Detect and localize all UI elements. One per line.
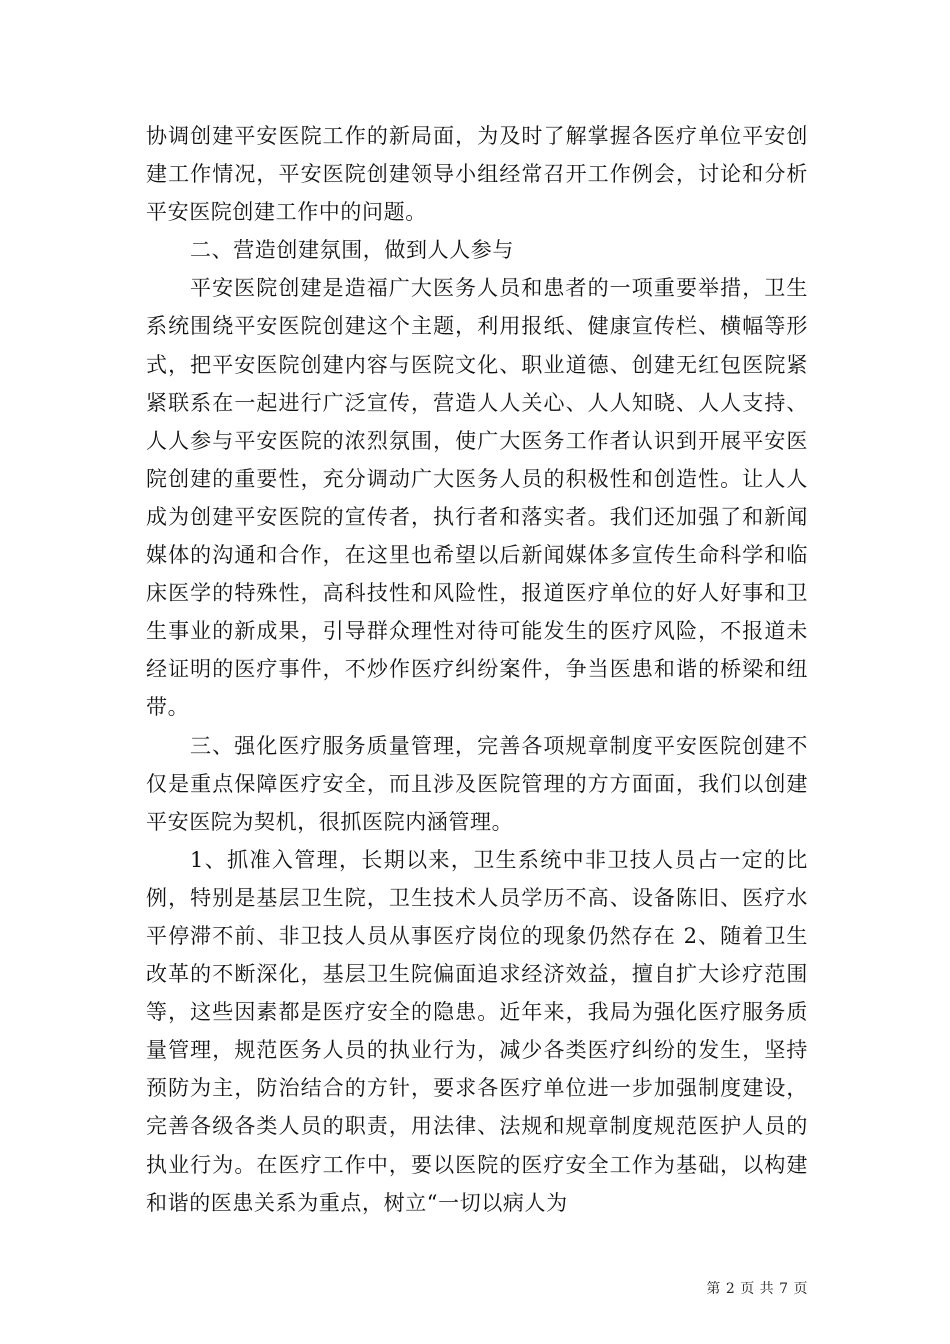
page-number-footer: 第 2 页 共 7 页 <box>706 1281 808 1297</box>
section-heading-three: 三、强化医疗服务质量管理，完善各项规章制度平安医院创建不仅是重点保障医疗安全，而且涉及医院管理的方方面面，我们以创建平安医院为契机，很抓医院内涵管理。 <box>146 733 808 834</box>
section-heading-two: 二、营造创建氛围，做到人人参与 <box>190 238 514 263</box>
document-body <box>146 117 808 1222</box>
paragraph-atmosphere: 平安医院创建是造福广大医务人员和患者的一项重要举措，卫生系统围绕平安医院创建这个主题，利用报纸、健康宣传栏、横幅等形式，把平安医院创建内容与医院文化、职业道德、创建无红包医院紧紧联系在一起进行广泛宣传，营造人人关心、人人知晓、人人支持、人人参与平安医院的浓烈氛围，使广大医务工作者认识到开展平安医院创建的重要性，充分调动广大医务人员的积极性和创造性。让人人成为创建平安医院的宣传者，执行者和落实者。我们还加强了和新闻媒体的沟通和合作，在这里也希望以后新闻媒体多宣传生命科学和临床医学的特殊性，高科技性和风险性，报道医疗单位的好人好事和卫生事业的新成果，引导群众理性对待可能发生的医疗风险，不报道未经证明的医疗事件，不炒作医疗纠纷案件，争当医患和谐的桥梁和纽带。 <box>146 276 808 720</box>
paragraph-intro-continuation: 协调创建平安医院工作的新局面，为及时了解掌握各医疗单位平安创建工作情况，平安医院创建领导小组经常召开工作例会，讨论和分析平安医院创建工作中的问题。 <box>146 124 808 225</box>
paragraph-access-management: 1、抓准入管理，长期以来，卫生系统中非卫技人员占一定的比例，特别是基层卫生院，卫生技术人员学历不高、设备陈旧、医疗水平停滞不前、非卫技人员从事医疗岗位的现象仍然存在 2、随着卫生改革的不断深化，基层卫生院偏面追求经济效益，擅自扩大诊疗范围等，这些因素都是医疗安全的隐患。近年来，我局为强化医疗服务质量管理，规范医务人员的执业行为，减少各类医疗纠纷的发生，坚持预防为主，防治结合的方针，要求各医疗单位进一步加强制度建设，完善各级各类人员的职责，用法律、法规和规章制度规范医护人员的执业行为。在医疗工作中，要以医院的医疗安全工作为基础，以构建和谐的医患关系为重点，树立“一切以病人为 <box>146 847 808 1215</box>
